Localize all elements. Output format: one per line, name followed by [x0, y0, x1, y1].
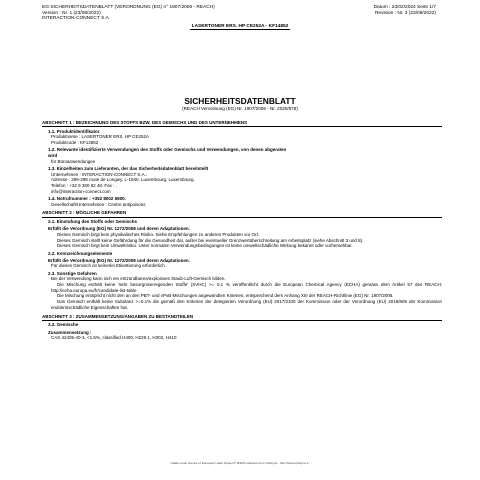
subsection-heading: Erfüllt die Verordnung (EG) Nr. 1272/2008 und deren Adaptationen.	[48, 257, 190, 263]
footer-note: - Made under licence of European Label System® MSDS software from InfoDyne - http://www.infodyne.fr -	[169, 461, 311, 465]
paragraph: Dieses Gemisch birgt kein physikalisches Risiko. Siehe Empfehlungen zu anderen Produkten vor Ort.	[57, 231, 260, 237]
paragraph: Die Mischung entspricht nicht den an den PBT- und vPvB-Mischungen angewandten Kriterien, entsprechend dem Anhang XIII der REACH-Richtlinie (EG) Nr. 1907/2006.	[57, 293, 394, 299]
subsection-heading: wird	[48, 153, 58, 159]
header-version: Version : Nr. 1 (23/08/2022)	[42, 10, 101, 16]
paragraph: Unternehmen : INTERACTION-CONNECT S.A..	[51, 171, 148, 177]
subsection-heading: 2.3. Sonstige Gefahren	[48, 270, 97, 276]
paragraph: Adresse : 296-298 route de Longwy, L-1940, Luxembourg, Luxembourg.	[51, 177, 195, 183]
paragraph: CAS 42405-40-3, <1.5%, classified H400, H228.1, H302, H410	[51, 335, 177, 341]
document-subtitle: (REACH Verordnung (EG) Nr. 1907/2006 - Nr. 2020/878)	[182, 106, 298, 111]
subsection-heading: 3.2. Gemische	[48, 322, 79, 328]
subsection-heading: 1.4. Notrufnummer : +352 8002 5500.	[48, 195, 126, 201]
subsection-heading: Erfüllt die Verordnung (EG) Nr. 1272/2008 und deren Adaptationen.	[48, 226, 190, 232]
document-title: SICHERHEITSDATENBLATT	[184, 96, 296, 106]
subsection-heading: 1.2. Relevante identifizierte Verwendungen des Stoffs oder Gemischs und Verwendungen, von denen abgeraten	[48, 147, 287, 153]
paragraph: Dieses Gemisch birgt kein Umweltrisiko. Unter normalen Verwendungsbedingungen ist keine umweltschädliche Wirkung bekannt oder vorhersehbar.	[57, 243, 353, 249]
paragraph: Für dieses Gemisch ist keinerlei Etikettierung erforderlich.	[51, 263, 167, 269]
header-date-page: Datum : 23/02/2024 Seite 1/7	[373, 5, 436, 10]
section-heading: ABSCHNITT 2 : MÖGLICHE GEFAHREN	[42, 210, 442, 217]
paragraph: Gesellschaft/Unternehmen : Centre antipoisons	[51, 201, 146, 207]
subsection-heading: 1.3. Einzelheiten zum Lieferanten, der das Sicherheitsdatenblatt bereitstellt	[48, 165, 209, 171]
header-right	[374, 5, 436, 16]
header-revision: Revision : Nr. 3 (23/08/2022)	[374, 10, 436, 16]
header-left	[42, 5, 215, 22]
paragraph: info@interaction-connect.com	[51, 188, 111, 194]
header-regulation: EG-SICHERHEITSDATENBLATT (VERORDNUNG (EG) n° 1907/2006 - REACH)	[42, 5, 215, 10]
subsection-heading: Zusammensetzung :	[48, 329, 92, 335]
paragraph: Produktname : LASERTONER ERS. HP CE252A	[51, 134, 150, 140]
document-body	[42, 117, 442, 341]
section-heading: ABSCHNITT 3 : ZUSAMMENSETZUNG/ANGABEN ZU BESTANDTEILEN	[42, 314, 442, 321]
subsection-heading: 2.2. Kennzeichnungselemente	[48, 250, 113, 256]
paragraph: für Büroanwendungen	[51, 158, 96, 164]
paragraph: Bei der Verwendung kann sich ein entzündbares/explosives Staub-Luft-Gemisch bilden.	[51, 276, 226, 282]
paragraph: Das Gemisch enthält keine Substanz >=0.1% die gemäß den Kriterien der delegierten Verordnung (EU) 2017/2100 der Kommission oder der Verordnung (EU) 2018/605 der Kommission endokrinschädliche Eigenschaften hat.	[51, 299, 442, 310]
subsection-heading: 2.1. Einstufung des Stoffs oder Gemischs	[48, 219, 138, 225]
product-line: LASERTONER ERS. HP CE252A - KF14852	[191, 24, 289, 29]
paragraph: Die Mischung enthält keine 'sehr besorgniserregenden Stoffe' (SVHC) >= 0,1 % veröffentlicht durch die European Chemical Agency (ECHA) gemäss dem Artikel 57 des REACH: http://echa.europa.eu/fr/candidate-list-table	[51, 282, 442, 293]
paragraph: Telefon : +32 9 380 82 48. Fax : .	[51, 183, 117, 189]
section-heading: ABSCHNITT 1 : BEZEICHNUNG DES STOFFS BZW. DES GEMISCHS UND DES UNTERNEHMENS	[42, 120, 442, 127]
paragraph: Dieses Gemisch stellt keine Gefährdung für die Gesundheit dar, außer bei eventueller Grenzwertüberschreitung am Arbeitsplatz (siehe Abschnitt 3 und 8).	[57, 237, 364, 243]
header-company: INTERACTION-CONNECT S.A.	[42, 16, 111, 22]
paragraph: Produktcode : KF14852	[51, 140, 99, 146]
subsection-heading: 1.1. Produktidentifikator	[48, 128, 100, 134]
